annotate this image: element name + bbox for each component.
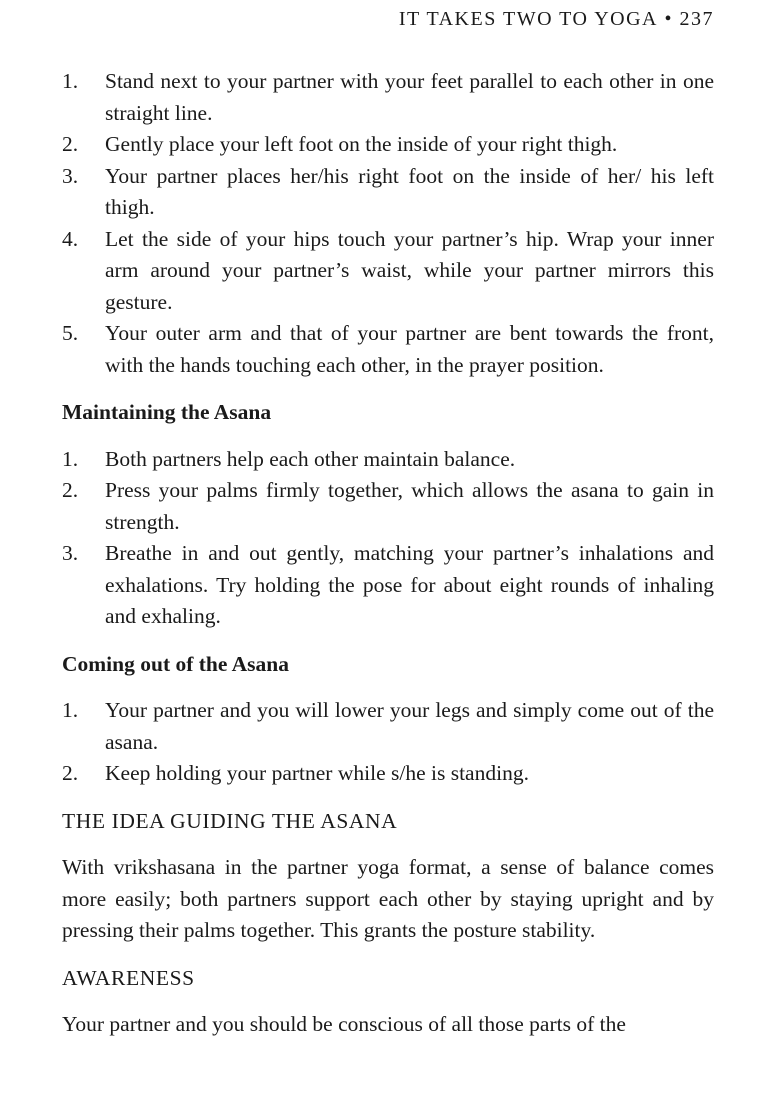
step-text: Press your palms firmly together, which allows the asana to gain in strength.: [105, 478, 714, 534]
maintaining-steps-list: [62, 444, 714, 633]
list-item: [62, 224, 714, 319]
list-item: [62, 161, 714, 224]
idea-paragraph: With vrikshasana in the partner yoga format, a sense of balance comes more easily; both partners support each other by staying upright and by pressing their palms together. This grants the posture stability.: [62, 855, 714, 942]
running-head-title: IT TAKES TWO TO YOGA: [398, 8, 658, 30]
step-number: 3.: [62, 163, 79, 188]
list-item: [62, 129, 714, 161]
list-item: [62, 475, 714, 538]
step-number: 1.: [62, 69, 79, 93]
running-head: [399, 8, 714, 31]
intro-steps-list: [62, 66, 714, 381]
step-number: 5.: [62, 321, 79, 345]
step-text: Let the side of your hips touch your partner’s hip. Wrap your inner arm around your partner’s waist, while your partner mirrors this gesture.: [105, 226, 714, 314]
coming-out-steps-list: [62, 695, 714, 790]
awareness-paragraph: Your partner and you should be conscious of all those parts of the: [62, 1012, 626, 1036]
page-number: 237: [679, 8, 714, 30]
maintaining-heading: Maintaining the Asana: [62, 400, 272, 424]
list-item: [62, 538, 714, 633]
step-number: 2.: [62, 761, 79, 785]
step-text: Your outer arm and that of your partner are bent towards the front, with the hands touching each other, in the prayer position.: [105, 321, 714, 377]
step-number: 2.: [62, 478, 79, 502]
step-text: Stand next to your partner with your feet parallel to each other in one straight line.: [105, 69, 714, 125]
page-body: [62, 66, 714, 1041]
list-item: [62, 66, 714, 129]
list-item: [62, 695, 714, 758]
running-head-bullet: •: [664, 8, 673, 30]
list-item: [62, 444, 714, 476]
step-number: 1.: [62, 446, 79, 471]
step-text: Your partner and you will lower your legs and simply come out of the asana.: [105, 698, 714, 754]
list-item: [62, 758, 714, 790]
step-text: Breathe in and out gently, matching your partner’s inhalations and exhalations. Try holding the pose for about eight rounds of inhaling and exhaling.: [105, 541, 714, 628]
awareness-heading: AWARENESS: [62, 965, 195, 990]
step-number: 1.: [62, 698, 79, 722]
coming-out-heading: Coming out of the Asana: [62, 651, 289, 676]
step-number: 2.: [62, 132, 79, 156]
step-text: Both partners help each other maintain balance.: [105, 446, 516, 471]
step-text: Gently place your left foot on the inside of your right thigh.: [105, 132, 618, 156]
step-text: Your partner places her/his right foot on the inside of her/ his left thigh.: [105, 163, 714, 219]
list-item: [62, 318, 714, 381]
idea-heading: THE IDEA GUIDING THE ASANA: [62, 808, 398, 833]
step-text: Keep holding your partner while s/he is standing.: [105, 761, 529, 785]
step-number: 3.: [62, 541, 79, 565]
step-number: 4.: [62, 226, 79, 251]
